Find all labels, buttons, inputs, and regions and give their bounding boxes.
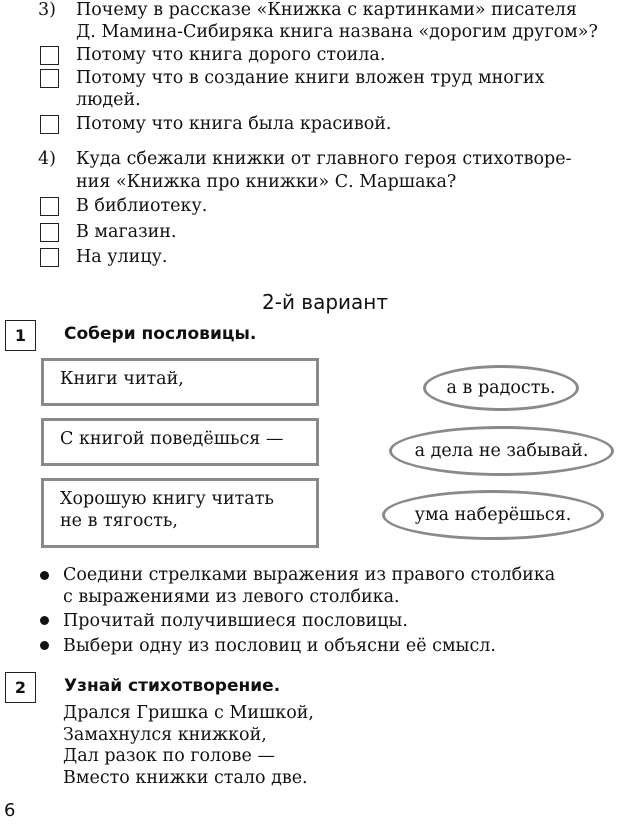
bullet-icon [40,616,49,625]
answer-option-text: Потому что книга дорого стоила. [76,45,386,65]
answer-option-text: На улицу. [76,247,168,267]
proverb-start-text: Хорошую книгу читать [60,489,274,509]
bullet-icon [40,571,49,580]
question-text-line: Д. Мамина-Сибиряка книга названа «дорогим другом»? [76,22,598,42]
poem-line: Дрался Гришка с Мишкой, [63,703,314,723]
question-text-line: ния «Книжка про книжки» С. Маршака? [76,172,457,192]
variant-heading: 2-й вариант [262,290,389,314]
answer-option-text: В библиотеку. [76,196,208,216]
answer-option-text: Потому что в создание книги вложен труд многих [76,68,545,88]
proverb-end-text: а дела не забывай. [414,441,589,461]
poem-line: Вместо книжки стало две. [63,768,308,788]
proverb-start-text: не в тягость, [60,511,178,531]
answer-option-text: людей. [76,90,141,110]
answer-checkbox[interactable] [40,248,59,267]
proverb-start-box[interactable] [41,358,319,406]
task-number: 2 [14,678,27,697]
answer-checkbox[interactable] [40,197,59,216]
question-text-line: Почему в рассказе «Книжка с картинками» писателя [76,0,577,20]
proverb-end-oval[interactable] [423,365,579,411]
question-number: 4) [38,149,56,169]
task-title: Собери пословицы. [64,324,257,344]
answer-option-text: Потому что книга была красивой. [76,114,392,134]
proverb-end-text: а в радость. [446,378,556,398]
instruction-text: Выбери одну из пословиц и объясни её смысл. [63,636,496,656]
poem-line: Замахнулся книжкой, [63,725,267,745]
answer-checkbox[interactable] [40,223,59,242]
question-number: 3) [38,0,56,20]
poem-line: Дал разок по голове — [63,746,275,766]
proverb-end-text: ума наберёшься. [414,505,572,525]
proverb-end-oval[interactable] [389,426,614,476]
answer-option-text: В магазин. [76,222,177,242]
question-text-line: Куда сбежали книжки от главного героя стихотворе- [76,149,572,169]
answer-checkbox[interactable] [40,115,59,134]
proverb-end-oval[interactable] [382,490,604,540]
task-number: 1 [14,326,27,345]
instruction-text: Прочитай получившиеся пословицы. [63,611,408,631]
task-number-badge [5,320,36,351]
proverb-start-text: Книги читай, [60,369,184,389]
proverb-start-text: С книгой поведёшься — [60,429,284,449]
answer-checkbox[interactable] [40,46,59,65]
bullet-icon [40,641,49,650]
task-number-badge [5,672,36,703]
proverb-start-box[interactable] [41,418,319,466]
proverb-start-box[interactable] [41,478,319,548]
page-number: 6 [4,800,16,821]
instruction-text: Соедини стрелками выражения из правого столбика [63,565,556,585]
task-title: Узнай стихотворение. [64,676,281,696]
instruction-text: с выражениями из левого столбика. [63,587,400,607]
answer-checkbox[interactable] [40,69,59,88]
